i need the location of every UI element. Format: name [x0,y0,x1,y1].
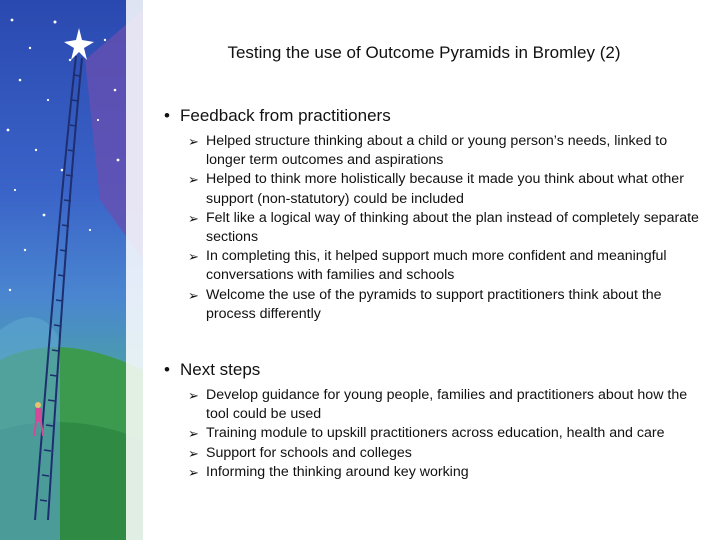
list-item: ➢ Informing the thinking around key working [188,463,704,482]
list-item: ➢ Welcome the use of the pyramids to support practitioners think about the process differently [188,286,662,322]
arrow-bullet-icon: ➢ [188,134,199,149]
list-item: ➢ Training module to upskill practitioners across education, health and care [188,424,704,443]
feedback-heading [164,106,704,126]
feedback-section [164,106,704,324]
feedback-heading-text: Feedback from practitioners [180,106,391,125]
arrow-bullet-icon: ➢ [188,249,199,265]
next-steps-heading [164,360,704,380]
arrow-bullet-icon: ➢ [188,287,199,303]
bullet-icon: • [164,360,170,379]
arrow-bullet-icon: ➢ [188,210,199,226]
list-item: ➢ Helped structure thinking about a child or young person’s needs, linked to longer term outcomes and aspirations [188,133,668,169]
bullet-icon: • [164,106,170,125]
arrow-bullet-icon: ➢ [188,426,199,442]
next-steps-list [188,386,704,482]
slide-title: Testing the use of Outcome Pyramids in Bromley (2) [227,43,621,62]
arrow-bullet-icon: ➢ [188,388,199,403]
arrow-bullet-icon: ➢ [188,445,199,461]
ladder-to-star-illustration [0,0,143,540]
arrow-bullet-icon: ➢ [188,464,199,480]
list-item: ➢ Support for schools and colleges [188,444,704,463]
next-steps-section [164,360,704,482]
list-item: ➢ Helped to think more holistically because it made you think about what other support (non-statutory) could be included [188,171,684,207]
list-item: ➢ Develop guidance for young people, families and practitioners about how the tool could be used [188,387,688,423]
next-steps-heading-text: Next steps [180,360,261,379]
feedback-list [188,132,704,324]
arrow-bullet-icon: ➢ [188,172,199,188]
list-item: ➢ In completing this, it helped support much more confident and meaningful conversations with families and schools [188,248,667,284]
list-item: ➢ Felt like a logical way of thinking about the plan instead of completely separate sections [188,209,699,246]
